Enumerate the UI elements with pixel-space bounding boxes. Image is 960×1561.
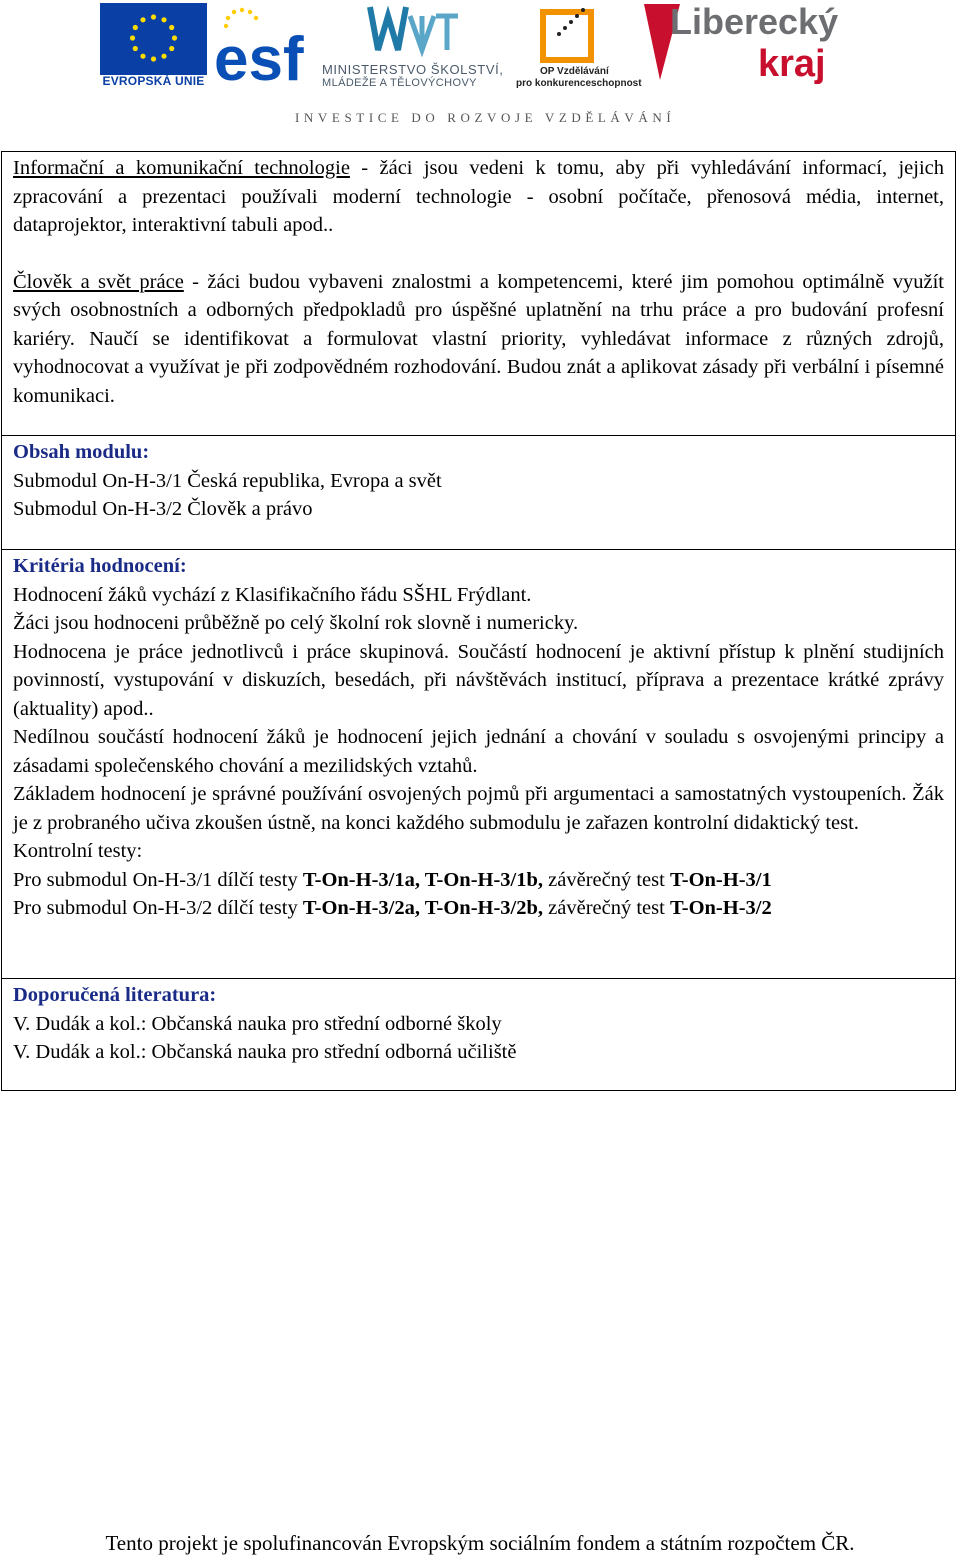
test-text: závěrečný test: [543, 897, 670, 919]
final-test-code: T-On-H-3/1: [669, 868, 772, 891]
literatura-item: V. Dudák a kol.: Občanská nauka pro střední odborná učiliště: [13, 1041, 517, 1063]
esf-wordmark: esf: [214, 25, 304, 90]
test-text: Pro submodul On-H-3/1 dílčí testy: [13, 868, 303, 891]
intro-section: [2, 154, 955, 410]
kriteria-paragraph: Základem hodnocení je správné používání osvojených pojmů při argumentaci a samostatných vystoupeních. Žák je z probraného učiva zkoušen ústně, na konci každého submodulu je zařazen kontrolní didaktický test.: [13, 783, 944, 834]
obsah-item: Submodul On-H-3/1 Česká republika, Evropa a svět: [13, 469, 442, 492]
obsah-section: [2, 438, 955, 524]
test-codes: T-On-H-3/2a, T-On-H-3/2b,: [302, 897, 544, 919]
kriteria-paragraph: Hodnocení žáků vychází z Klasifikačního řádu SŠHL Frýdlant.: [13, 583, 532, 606]
kriteria-section: [2, 552, 955, 923]
kriteria-paragraph: Hodnocena je práce jednotlivců i práce skupinová. Součástí hodnocení je aktivní přístup k plnění studijních povinností, vystupování v diskuzích, besedách, při návštěvách institucí, příprava a prezentace krátké zprávy (aktuality) apod..: [13, 640, 944, 720]
ikt-paragraph: [13, 154, 944, 240]
module-content-box: [1, 151, 956, 1091]
kriteria-paragraph: Nedílnou součástí hodnocení žáků je hodnocení jejich jednání a chování v souladu s osvojenými principy a zásadami společenského chování a mezilidských vztahů.: [13, 726, 944, 777]
literatura-item: V. Dudák a kol.: Občanská nauka pro střední odborné školy: [13, 1012, 502, 1035]
test-text: Pro submodul On-H-3/2 dílčí testy: [13, 897, 303, 919]
kriteria-paragraph: Žáci jsou hodnoceni průběžně po celý školní rok slovně i numericky.: [13, 612, 579, 634]
footer-note: Tento projekt je spolufinancován Evropským sociálním fondem a státním rozpočtem ČR.: [105, 1531, 855, 1555]
kriteria-heading: Kritéria hodnocení:: [13, 555, 187, 577]
literatura-section: [2, 981, 955, 1067]
msmt-label-line2: MLÁDEŽE A TĚLOVÝCHOVY: [322, 77, 477, 89]
op-label-line1: OP Vzdělávání: [540, 66, 609, 77]
test-line-2: [13, 894, 944, 923]
csp-paragraph: [13, 268, 944, 411]
header-logos: [0, 0, 960, 130]
esf-logo: [212, 2, 312, 90]
obsah-heading: Obsah modulu:: [13, 441, 150, 463]
ikt-title: Informační a komunikační technologie: [13, 157, 350, 179]
obsah-item: Submodul On-H-3/2 Člověk a právo: [13, 498, 313, 520]
eu-flag-logo: [100, 3, 207, 75]
msmt-label-line1: MINISTERSTVO ŠKOLSTVÍ,: [322, 62, 504, 77]
lk-wordmark-line1: Liberecký: [670, 1, 839, 42]
final-test-code: T-On-H-3/2: [669, 897, 772, 919]
ikt-text: - žáci jsou vedeni k tomu, aby při vyhledávání informací, jejich zpracování a prezentaci používali moderní technologie - osobní počítače, přenosová média, internet, dataprojektor, interaktivní tabuli apod..: [13, 157, 944, 236]
liberecky-kraj-logo: [640, 0, 860, 88]
test-codes: T-On-H-3/1a, T-On-H-3/1b,: [302, 868, 544, 891]
test-line-1: [13, 866, 944, 895]
divider: [2, 978, 955, 979]
divider: [2, 435, 955, 436]
divider: [2, 549, 955, 550]
csp-text: - žáci budou vybaveni znalostmi a kompetencemi, které jim pomohou optimálně využít svých osobnostních a odborných předpokladů pro úspěšné uplatnění na trhu práce a pro budování profesní kariéry. Naučí se identifikovat a formulovat vlastní priority, vyhledávat informace z různých zdrojů, vyhodnocovat a využívat je při zodpovědném rozhodování. Budou znát a aplikovat zásady při verbální i písemné komunikaci.: [13, 270, 944, 407]
op-label-line2: pro konkurenceschopnost: [516, 78, 642, 89]
lk-wordmark-line2: kraj: [758, 43, 826, 85]
tagline: INVESTICE DO ROZVOJE VZDĚLÁVÁNÍ: [295, 110, 676, 125]
tests-label: Kontrolní testy:: [13, 840, 143, 862]
op-logo: [535, 4, 630, 64]
literatura-heading: Doporučená literatura:: [13, 984, 217, 1006]
eu-stars-icon: [100, 3, 207, 75]
eu-label: EVROPSKÁ UNIE: [102, 74, 205, 88]
test-text: závěrečný test: [543, 868, 670, 891]
csp-title: Člověk a svět práce: [13, 270, 184, 293]
